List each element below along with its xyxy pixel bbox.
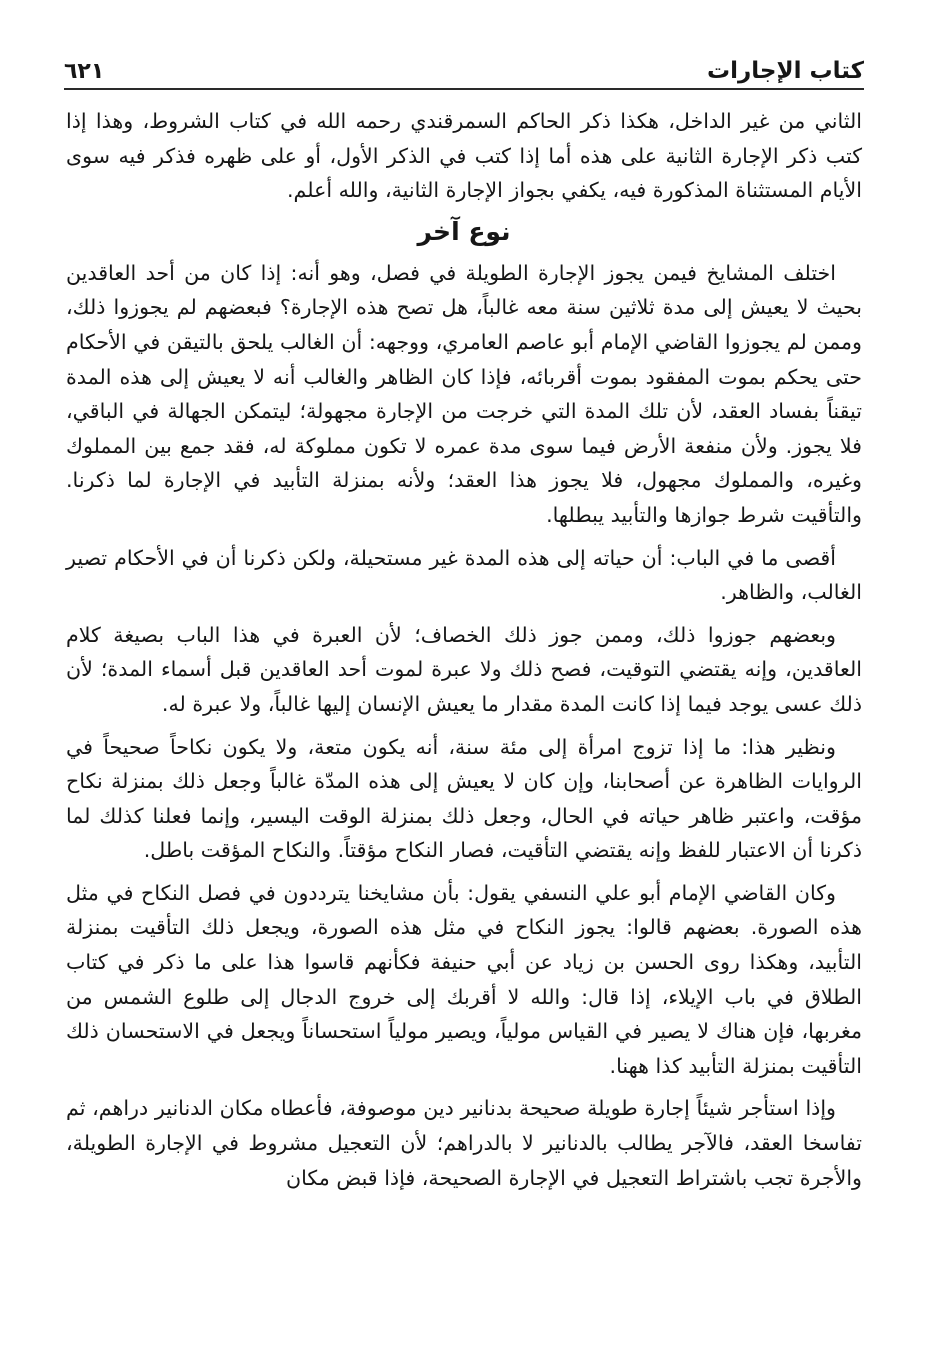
paragraph-6: وكان القاضي الإمام أبو علي النسفي يقول: بأن مشايخنا يترددون في فصل النكاح في مثل هذه الصورة. بعضهم قالوا: يجوز النكاح في مثل هذه الصورة، ويجعل ذلك التأقيت بمنزلة التأبيد، وهكذا روى الحسن بن زياد عن أبي حنيفة فكأنهم قاسوا هذا على ما ذكر في كتاب الطلاق في باب الإيلاء، إذا قال: والله لا أقربك إلى خروج الدجال إلى طلوع الشمس من مغربها، فإن هناك لا يصير في القياس مولياً، ويصير مولياً استحساناً ويجعل في الاستحسان ذلك التأقيت بمنزلة التأبيد كذا ههنا. [66,880,862,1078]
paragraph-5: ونظير هذا: ما إذا تزوج امرأة إلى مئة سنة، أنه يكون متعة، ولا يكون نكاحاً صحيحاً في الروايات الظاهرة عن أصحابنا، وإن كان لا يعيش إلى هذه المدّة غالباً وجعل ذلك بمنزلة نكاح مؤقت، واعتبر ظاهر حياته في الحال، وجعل ذلك بمنزلة الوقت اليسير، وإنما فعلنا كذلك لما ذكرنا أن الاعتبار للفظ وإنه يقتضي التأقيت، فصار النكاح مؤقتاً. والنكاح المؤقت باطل. [66,734,862,863]
paragraph-4: وبعضهم جوزوا ذلك، وممن جوز ذلك الخصاف؛ لأن العبرة في هذا الباب بصيغة كلام العاقدين، وإنه يقتضي التوقيت، فصح ذلك ولا عبرة لموت أحد العاقدين قبل أسماء المدة؛ لأن ذلك عسى يوجد فيما إذا كانت المدة مقدار ما يعيش الإنسان إليها غالباً، ولا عبرة له. [66,622,862,716]
paragraph-3: أقصى ما في الباب: أن حياته إلى هذه المدة غير مستحيلة، ولكن ذكرنا أن في الأحكام تصير الغالب، والظاهر. [66,545,862,605]
paragraph-7: وإذا استأجر شيئاً إجارة طويلة صحيحة بدنانير دين موصوفة، فأعطاه مكان الدنانير دراهم، ثم تفاسخا العقد، فالآجر يطالب بالدنانير لا بالدراهم؛ لأن التعجيل مشروط في الإجارة الطويلة، والأجرة تجب باشتراط التعجيل في الإجارة الصحيحة، فإذا قبض مكان [66,1096,862,1190]
page-body [66,104,862,1195]
paragraph-1: الثاني من غير الداخل، هكذا ذكر الحاكم السمرقندي رحمه الله في كتاب الشروط، وهذا إذا كتب ذكر الإجارة الثانية على هذه أما إذا كتب في الذكر الأول، أو على ظهره فذكر فيه سوى الأيام المستثناة المذكورة فيه، يكفي بجواز الإجارة الثانية، والله أعلم. [66,109,862,203]
paragraph-2: اختلف المشايخ فيمن يجوز الإجارة الطويلة في فصل، وهو أنه: إذا كان من أحد العاقدين بحيث لا يعيش إلى مدة ثلاثين سنة معه غالباً، هل تصح هذه الإجارة؟ فبعضهم لم يجوزوا ذلك، وممن لم يجوزوا القاضي الإمام أبو عاصم العامري، ووجهه: أن الغالب يلحق بالتيقن في الأحكام حتى يحكم بموت المفقود بموت أقربائه، فإذا كان الظاهر والغالب أنه لا يعيش إلى هذه المدة تيقناً بفساد العقد، لأن تلك المدة التي خرجت من الإجارة مجهولة؛ ليتمكن الجهالة في الباقي، فلا يجوز. ولأن منفعة الأرض فيما سوى مدة عمره لا تكون مملوكة له، فقد جمع بين المملوك وغيره، والمملوك مجهول، فلا يجوز هذا العقد؛ ولأنه بمنزلة التأبيد في الإجارة لما ذكرنا. والتأقيت شرط جوازها والتأبيد يبطلها. [66,260,862,527]
page-number: ٦٢١ [64,59,105,84]
page-header [64,44,864,90]
section-heading: نوع آخر [417,216,511,246]
chapter-title: كتاب الإجارات [707,58,864,84]
